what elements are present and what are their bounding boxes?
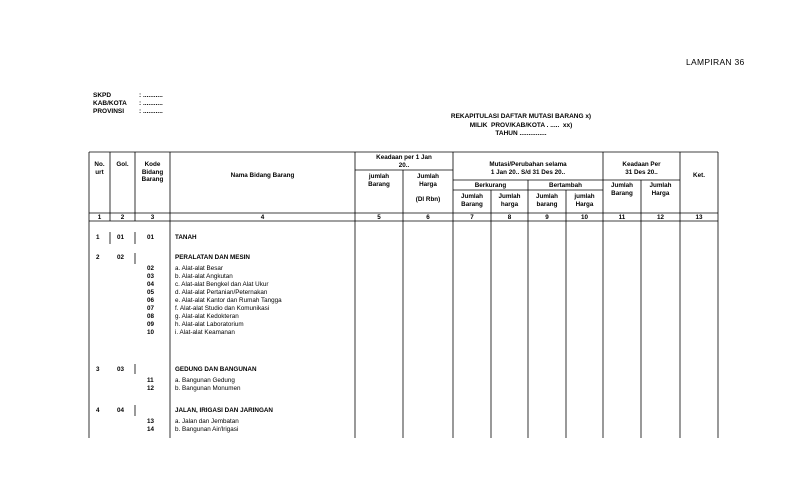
- title-line-2: MILIK PROV/KAB/KOTA . ..... xx): [469, 121, 573, 129]
- col-number: 3: [150, 214, 155, 221]
- item-kode: 12: [147, 385, 155, 392]
- col-header-mutasi: Mutasi/Perubahan selama 1 Jan 20.. S/d 31 Des 20..: [489, 161, 567, 176]
- col-header-bt-jumlah-barang: Jumlah barang: [535, 193, 559, 208]
- document-title: [380, 113, 662, 139]
- item-kode: 08: [147, 313, 155, 320]
- item-kode: 05: [147, 289, 155, 296]
- item-label: h. Alat-alat Laboratorium: [175, 321, 244, 328]
- group-no: 2: [96, 254, 100, 261]
- item-kode: 02: [147, 265, 155, 272]
- item-label: b. Bangunan Air/Irigasi: [175, 426, 239, 433]
- title-line-3: TAHUN ...............: [495, 130, 547, 137]
- group-gol: 03: [117, 366, 125, 373]
- col-header-bk-jumlah-harga: Jumlah harga: [498, 193, 521, 208]
- meta-provinsi: [93, 108, 163, 116]
- group-no: 4: [96, 407, 100, 414]
- col-number: 10: [580, 214, 588, 221]
- item-kode: 07: [147, 305, 155, 312]
- col-number: 1: [97, 214, 102, 221]
- group-name: TANAH: [175, 234, 197, 241]
- col-header-no: No. urt: [94, 161, 105, 176]
- meta-kabkota: [93, 100, 163, 108]
- group-gol: 04: [117, 407, 125, 414]
- meta-label: KAB/KOTA: [93, 100, 127, 107]
- group-gol: 02: [117, 254, 125, 261]
- item-label: b. Alat-alat Angkutan: [175, 273, 233, 280]
- group-name: JALAN, IRIGASI DAN JARINGAN: [175, 407, 273, 414]
- item-kode: 14: [147, 426, 155, 433]
- item-label: c. Alat-alat Bengkel dan Alat Ukur: [175, 281, 269, 288]
- col-number: 12: [656, 214, 664, 221]
- meta-label: SKPD: [93, 92, 112, 99]
- col-header-keadaan-awal: Keadaan per 1 Jan 20..: [376, 154, 432, 169]
- col-header-jumlah-barang: jumlah Barang: [368, 173, 390, 188]
- group-no: 3: [96, 366, 100, 373]
- item-kode: 03: [147, 273, 155, 280]
- group-no: 1: [96, 234, 100, 241]
- item-label: g. Alat-alat Kedokteran: [175, 313, 239, 320]
- item-label: b. Bangunan Monumen: [175, 385, 241, 392]
- item-label: a. Jalan dan Jembatan: [175, 418, 239, 425]
- meta-label: PROVINSI: [93, 108, 125, 115]
- meta-value: : ...........: [139, 108, 163, 115]
- col-header-keadaan-akhir: Keadaan Per 31 Des 20..: [622, 161, 661, 176]
- group-name: GEDUNG DAN BANGUNAN: [175, 366, 257, 373]
- group-gol: 01: [117, 234, 125, 241]
- col-header-nama: Nama Bidang Barang: [230, 172, 295, 179]
- item-label: d. Alat-alat Pertanian/Peternakan: [175, 289, 268, 296]
- col-header-ka-jumlah-harga: Jumlah Harga: [649, 182, 672, 197]
- col-header-kode: Kode Bidang Barang: [141, 161, 164, 183]
- col-header-gol: Gol.: [116, 161, 129, 168]
- col-header-berkurang: Berkurang: [474, 182, 507, 189]
- col-number: 5: [377, 214, 381, 221]
- col-header-bertambah: Bertambah: [549, 182, 582, 189]
- col-header-bk-jumlah-barang: Jumlah Barang: [460, 193, 484, 208]
- item-label: i. Alat-alat Keamanan: [175, 329, 235, 336]
- col-number: 8: [507, 214, 512, 221]
- meta-value: : ...........: [139, 92, 163, 99]
- item-kode: 06: [147, 297, 155, 304]
- item-label: f. Alat-alat Studio dan Komunikasi: [175, 305, 270, 312]
- title-line-1: REKAPITULASI DAFTAR MUTASI BARANG x): [450, 113, 592, 120]
- lampiran-label: LAMPIRAN 36: [686, 57, 745, 67]
- item-kode: 10: [147, 329, 155, 336]
- header-meta: [93, 92, 163, 116]
- col-header-ka-jumlah-barang: Jumlah Barang: [610, 182, 634, 197]
- group-name: PERALATAN DAN MESIN: [175, 254, 250, 261]
- col-number: 13: [695, 214, 703, 221]
- col-number: 2: [120, 214, 125, 221]
- col-header-bt-jumlah-harga: jumlah Harga: [574, 193, 595, 208]
- item-kode: 11: [147, 377, 154, 384]
- item-kode: 04: [147, 281, 155, 288]
- meta-value: : ...........: [139, 100, 163, 107]
- col-header-ket: Ket.: [693, 172, 705, 179]
- col-number: 4: [260, 214, 265, 221]
- item-kode: 09: [147, 321, 155, 328]
- col-number: 11: [618, 214, 626, 221]
- col-header-jumlah-harga: Jumlah Harga (Dl Rbn): [415, 173, 441, 203]
- item-label: a. Alat-alat Besar: [175, 265, 223, 272]
- col-number: 6: [426, 214, 430, 221]
- group-kode: 01: [147, 234, 155, 241]
- item-label: e. Alat-alat Kantor dan Rumah Tangga: [175, 297, 282, 304]
- col-number: 7: [470, 214, 474, 221]
- col-number: 9: [545, 214, 549, 221]
- meta-skpd: [93, 92, 163, 100]
- item-kode: 13: [147, 418, 155, 425]
- item-label: a. Bangunan Gedung: [175, 377, 235, 384]
